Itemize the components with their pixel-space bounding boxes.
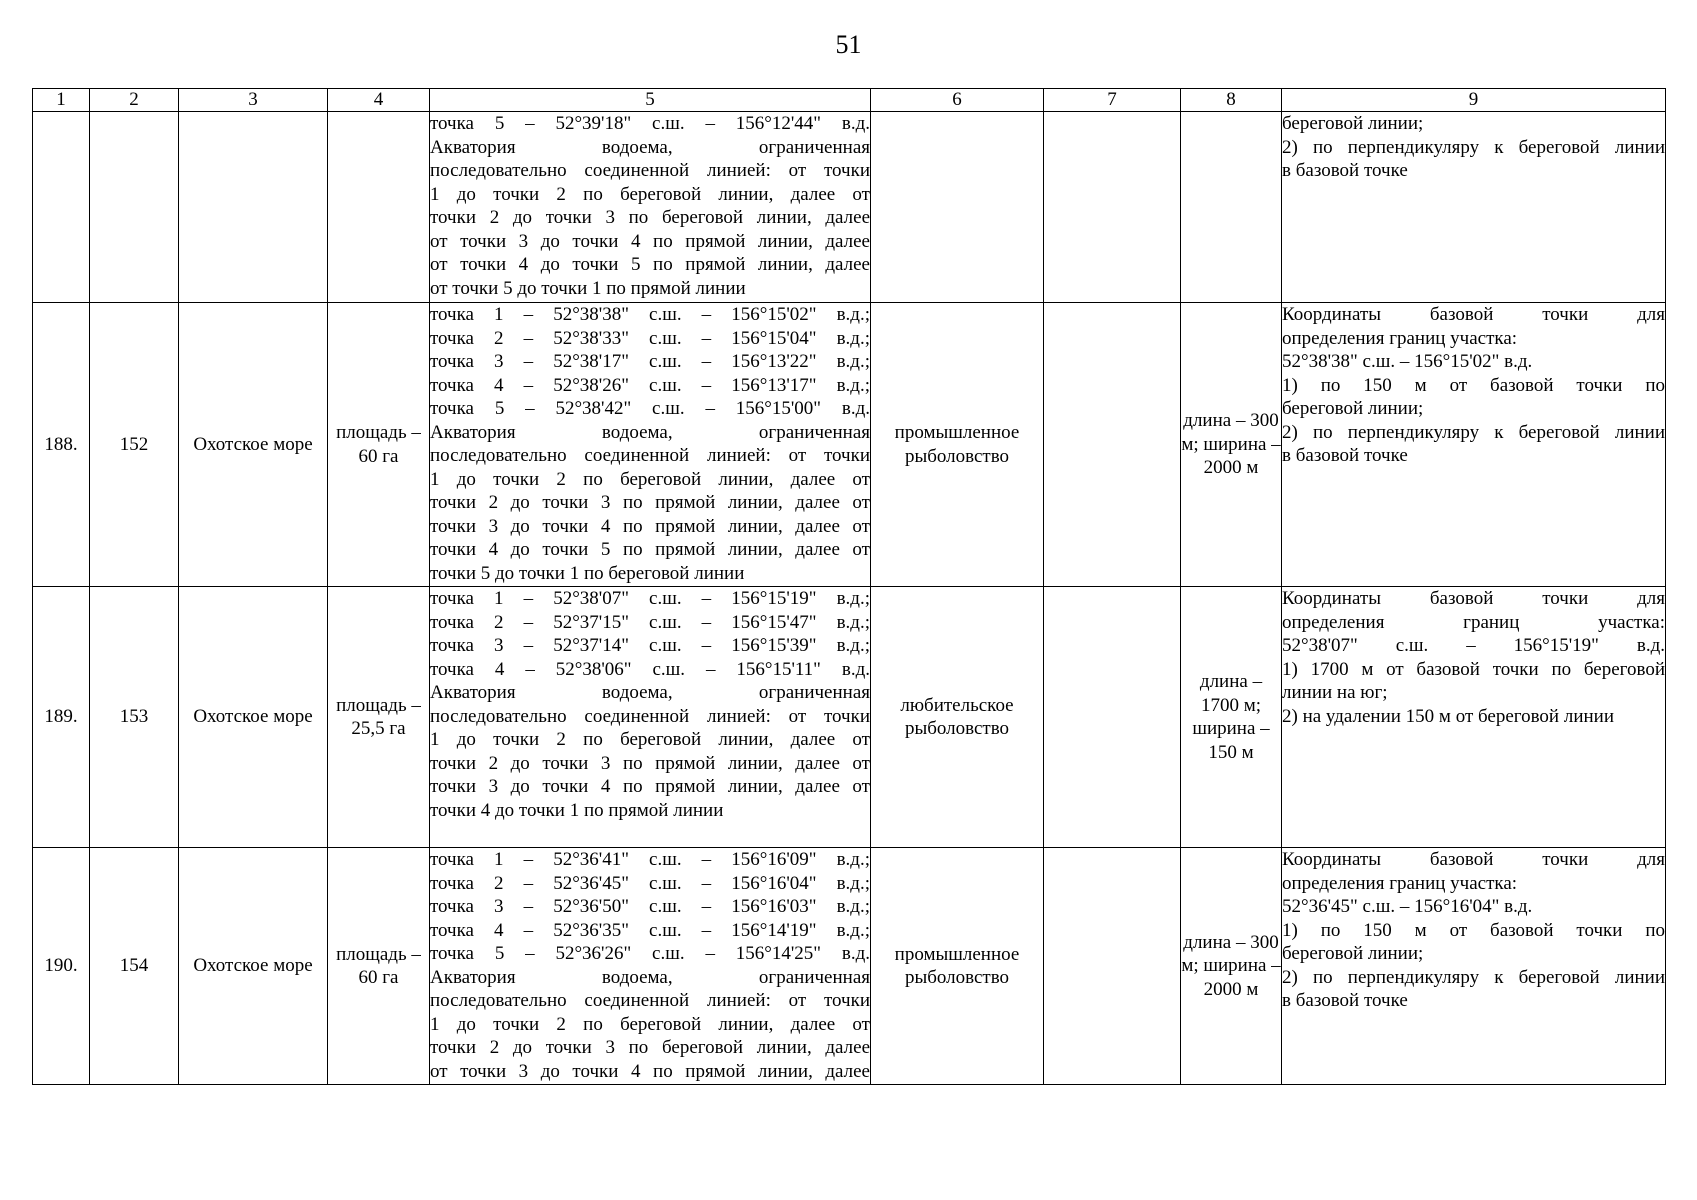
text-line: точки 5 до точки 1 по береговой линии: [430, 562, 745, 584]
text-line: точки 3 до точки 4 по прямой линии, далее от: [430, 515, 870, 537]
column-number: 8: [1181, 89, 1282, 112]
table-row: [33, 848, 1666, 1085]
water-body: Охотское море: [179, 303, 328, 587]
text-line: 1) по 150 м от базовой точки по: [1282, 374, 1665, 396]
dimensions: длина – 300 м; ширина – 2000 м: [1181, 303, 1282, 587]
area-size: площадь – 25,5 га: [328, 587, 430, 848]
text-line: точка 4 – 52°38'26" с.ш. – 156°13'17" в.д.;: [430, 374, 870, 396]
text-line: точка 5 – 52°39'18" с.ш. – 156°12'44" в.д.: [430, 113, 870, 134]
area-code: 154: [90, 848, 179, 1085]
text-line: точки 4 до точки 5 по прямой линии, далее от: [430, 539, 870, 560]
text-line: точка 1 – 52°38'38" с.ш. – 156°15'02" в.д.;: [430, 304, 870, 325]
boundary-description: [430, 848, 871, 1085]
boundary-description: [430, 303, 871, 587]
text-line: от точки 3 до точки 4 по прямой линии, далее: [430, 230, 870, 252]
table-row: [33, 587, 1666, 848]
text-line: Акватория водоема, ограниченная: [430, 966, 870, 988]
cell-empty: [90, 112, 179, 303]
area-code: 153: [90, 587, 179, 848]
text-line: последовательно соединенной линией: от точки: [430, 990, 870, 1011]
cell-empty: [1044, 587, 1181, 848]
base-point-note: [1282, 112, 1666, 303]
boundary-description: [430, 587, 871, 848]
text-line: точка 2 – 52°36'45" с.ш. – 156°16'04" в.д.;: [430, 872, 870, 894]
text-line: 2) по перпендикуляру к береговой линии: [1282, 136, 1665, 158]
column-number: 2: [90, 89, 179, 112]
text-line: точка 3 – 52°36'50" с.ш. – 156°16'03" в.д.;: [430, 896, 870, 917]
text-line: 52°38'07" с.ш. – 156°15'19" в.д.: [1282, 635, 1665, 656]
text-line: определения границ участка:: [1282, 327, 1518, 349]
column-number: 1: [33, 89, 90, 112]
text-line: точка 1 – 52°36'41" с.ш. – 156°16'09" в.д.;: [430, 849, 870, 870]
text-line: Координаты базовой точки для: [1282, 304, 1665, 325]
text-line: 1) 1700 м от базовой точки по береговой: [1282, 658, 1665, 680]
text-line: точки 3 до точки 4 по прямой линии, далее от: [430, 776, 870, 797]
column-number: 4: [328, 89, 430, 112]
text-line: точка 2 – 52°38'33" с.ш. – 156°15'04" в.д.;: [430, 327, 870, 349]
text-line: береговой линии;: [1282, 398, 1424, 419]
text-line: последовательно соединенной линией: от точки: [430, 705, 870, 727]
purpose: любительское рыболовство: [871, 587, 1044, 848]
text-line: точка 3 – 52°38'17" с.ш. – 156°13'22" в.д.;: [430, 351, 870, 372]
text-line: Акватория водоема, ограниченная: [430, 682, 870, 703]
base-point-note: [1282, 587, 1666, 848]
text-line: в базовой точке: [1282, 160, 1408, 181]
text-line: 1 до точки 2 по береговой линии, далее от: [430, 1013, 870, 1035]
purpose: промышленное рыболовство: [871, 848, 1044, 1085]
column-number: 3: [179, 89, 328, 112]
text-line: точка 5 – 52°38'42" с.ш. – 156°15'00" в.д.: [430, 398, 870, 419]
row-number: 188.: [33, 303, 90, 587]
cell-empty: [1044, 112, 1181, 303]
row-number: 190.: [33, 848, 90, 1085]
text-line: Координаты базовой точки для: [1282, 588, 1665, 609]
text-line: от точки 4 до точки 5 по прямой линии, далее: [430, 254, 870, 275]
area-size: площадь – 60 га: [328, 303, 430, 587]
continued-row: [33, 112, 1666, 303]
column-number: 6: [871, 89, 1044, 112]
text-line: последовательно соединенной линией: от точки: [430, 445, 870, 466]
purpose: промышленное рыболовство: [871, 303, 1044, 587]
text-line: 1) по 150 м от базовой точки по: [1282, 919, 1665, 941]
text-line: точки 2 до точки 3 по береговой линии, далее: [430, 1037, 870, 1058]
text-line: от точки 5 до точки 1 по прямой линии: [430, 277, 746, 299]
column-number: 9: [1282, 89, 1666, 112]
text-line: 1 до точки 2 по береговой линии, далее от: [430, 468, 870, 490]
text-line: береговой линии;: [1282, 943, 1424, 964]
text-line: точки 2 до точки 3 по прямой линии, далее от: [430, 752, 870, 774]
cell-empty: [1044, 303, 1181, 587]
cell-empty: [179, 112, 328, 303]
base-point-note: [1282, 303, 1666, 587]
text-line: точки 2 до точки 3 по береговой линии, далее: [430, 207, 870, 228]
table-row: [33, 303, 1666, 587]
text-line: Координаты базовой точки для: [1282, 849, 1665, 870]
text-line: точки 4 до точки 1 по прямой линии: [430, 799, 724, 821]
column-number: 5: [430, 89, 871, 112]
cell-empty: [1044, 848, 1181, 1085]
text-line: Акватория водоема, ограниченная: [430, 136, 870, 158]
text-line: 2) на удалении 150 м от береговой линии: [1282, 705, 1615, 727]
dimensions: длина – 1700 м; ширина – 150 м: [1181, 587, 1282, 848]
text-line: 52°38'38" с.ш. – 156°15'02" в.д.: [1282, 351, 1533, 372]
text-line: в базовой точке: [1282, 445, 1408, 466]
text-line: точка 4 – 52°36'35" с.ш. – 156°14'19" в.д.;: [430, 919, 870, 941]
text-line: точка 2 – 52°37'15" с.ш. – 156°15'47" в.д.;: [430, 611, 870, 633]
water-body: Охотское море: [179, 587, 328, 848]
text-line: точка 4 – 52°38'06" с.ш. – 156°15'11" в.д.: [430, 658, 870, 680]
column-number-row: [33, 89, 1666, 112]
cell-empty: [1181, 112, 1282, 303]
text-line: 1 до точки 2 по береговой линии, далее от: [430, 729, 870, 750]
text-line: 52°36'45" с.ш. – 156°16'04" в.д.: [1282, 896, 1533, 917]
text-line: 2) по перпендикуляру к береговой линии: [1282, 421, 1665, 443]
cell-empty: [871, 112, 1044, 303]
text-line: точка 3 – 52°37'14" с.ш. – 156°15'39" в.д.;: [430, 635, 870, 656]
column-number: 7: [1044, 89, 1181, 112]
text-line: от точки 3 до точки 4 по прямой линии, далее: [430, 1060, 870, 1082]
text-line: последовательно соединенной линией: от точки: [430, 160, 870, 181]
base-point-note: [1282, 848, 1666, 1085]
text-line: линии на юг;: [1282, 682, 1388, 703]
water-body: Охотское море: [179, 848, 328, 1085]
text-line: точка 1 – 52°38'07" с.ш. – 156°15'19" в.д.;: [430, 588, 870, 609]
text-line: определения границ участка:: [1282, 872, 1518, 894]
area-size: площадь – 60 га: [328, 848, 430, 1085]
text-line: точки 2 до точки 3 по прямой линии, далее от: [430, 492, 870, 513]
area-code: 152: [90, 303, 179, 587]
page-number: 51: [835, 30, 862, 59]
text-line: Акватория водоема, ограниченная: [430, 421, 870, 443]
text-line: 1 до точки 2 по береговой линии, далее от: [430, 183, 870, 205]
dimensions: длина – 300 м; ширина – 2000 м: [1181, 848, 1282, 1085]
text-line: береговой линии;: [1282, 113, 1424, 134]
fishing-areas-table: [32, 88, 1666, 1085]
text-line: точка 5 – 52°36'26" с.ш. – 156°14'25" в.д.: [430, 943, 870, 964]
row-number: 189.: [33, 587, 90, 848]
cell-empty: [33, 112, 90, 303]
text-line: 2) по перпендикуляру к береговой линии: [1282, 966, 1665, 988]
cell-empty: [328, 112, 430, 303]
boundary-description: [430, 112, 871, 303]
text-line: в базовой точке: [1282, 990, 1408, 1011]
text-line: определения границ участка:: [1282, 611, 1665, 633]
